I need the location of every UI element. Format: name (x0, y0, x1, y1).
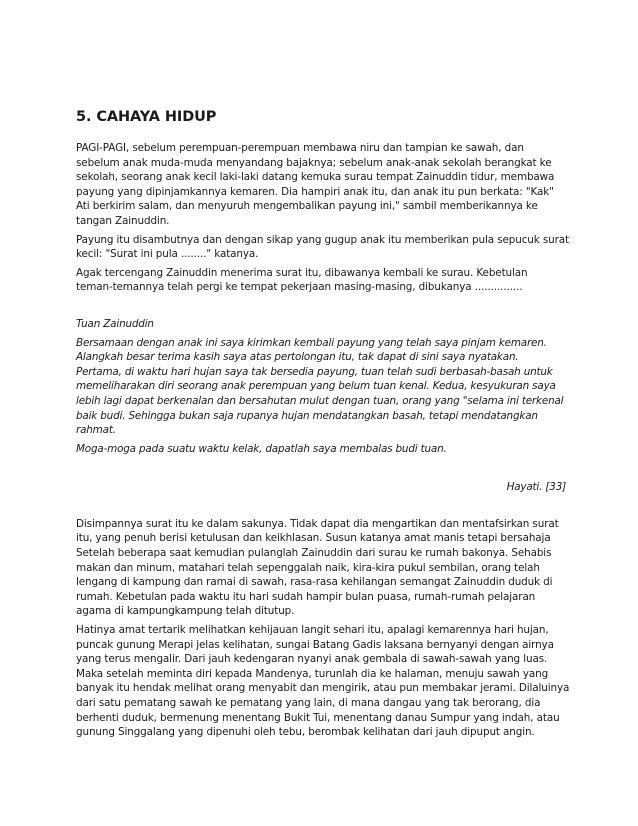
letter-body: Bersamaan dengan anak ini saya kirimkan kembali payung yang telah saya pinjam kemaren. Alangkah besar terima kasih saya atas pertolongan itu, tak dapat di sini saya nyatakan. Pertama, di waktu hari hujan saya tak bersedia payung, tuan telah sudi berbasah-basah untuk memeliharakan diri seorang anak perempuan yang belum tuan kenal. Kedua, kesyukuran saya lebih lagi dapat berkenalan dan bersahutan mulut dengan tuan, orang yang "selama ini terkenal baik budi. Sehingga bukan saja rupanya hujan mendatangkan basah, tetapi mendatangkan rahmat. (76, 336, 564, 437)
letter-salutation: Tuan Zainuddin (76, 317, 154, 330)
narrative-paragraph-2: Hatinya amat tertarik melihatkan kehijauan langit sehari itu, apalagi kemarennya hari hujan, puncak gunung Merapi jelas kelihatan, sungai Batang Gadis laksana bernyanyi dengan airnya yang terus mengalir. Dari jauh kedengaran nyanyi anak gembala di sawah-sawah yang luas. Maka setelah meminta diri kepada Mandenya, turunlah dia ke halaman, menuju sawah yang banyak itu hendak melihat orang menyabit dan mengirik, atau pun membakar jerami. Dilaluinya dari satu pematang sawah ke pematang yang lain, di mana dangau yang tak berorang, dia berhenti duduk, bermenung menentang Bukit Tui, menentang danau Sumpur yang indah, atau gunung Singgalang yang dipenuhi oleh tebu, berombak kelihatan dari jauh dipuput angin. (76, 624, 570, 739)
intro-paragraph-1: PAGI-PAGI, sebelum perempuan-perempuan membawa niru dan tampian ke sawah, dan sebelum anak muda-muda menyandang bajaknya; sebelum anak-anak sekolah berangkat ke sekolah, seorang anak kecil laki-laki datang kemuka surau tempat Zainuddin tidur, membawa payung yang dipinjamkannya kemaren. Dia hampiri anak itu, dan anak itu pun berkata: "Kak" Ati berkirim salam, dan menyuruh mengembalikan payung ini," sambil memberikannya ke tangan Zainuddin. (76, 142, 555, 227)
letter (76, 317, 578, 495)
intro-section (76, 141, 578, 295)
chapter-title: 5. CAHAYA HIDUP (76, 109, 217, 125)
intro-paragraph-2: Payung itu disambutnya dan dengan sikap yang gugup anak itu memberikan pula sepucuk surat kecil: "Surat ini pula ........" katanya. (76, 233, 569, 261)
letter-signature: Hayati. [33] (506, 481, 566, 494)
after-letter-section (76, 517, 578, 740)
narrative-paragraph-1: Disimpannya surat itu ke dalam sakunya. Tidak dapat dia mengartikan dan mentafsirkan surat itu, yang penuh berisi ketulusan dan keikhlasan. Susun katanya amat manis tetapi bersahaja Setelah beberapa saat kemudian pulanglah Zainuddin dari surau ke rumah bakonya. Sehabis makan dan minum, matahari telah sepenggalah naik, kira-kira pukul sembilan, orang telah lengang di kampung dan ramai di sawah, rasa-rasa kehilangan semangat Zainuddin duduk di rumah. Kebetulan pada waktu itu hari sudah hampir bulan puasa, rumah-rumah pelajaran agama di kampungkampung telah ditutup. (76, 517, 559, 618)
intro-paragraph-3: Agak tercengang Zainuddin menerima surat itu, dibawanya kembali ke surau. Kebetulan teman-temannya telah pergi ke tempat pekerjaan masing-masing, dibukanya ............... (76, 266, 528, 294)
letter-closing: Moga-moga pada suatu waktu kelak, dapatlah saya membalas budi tuan. (76, 442, 447, 455)
